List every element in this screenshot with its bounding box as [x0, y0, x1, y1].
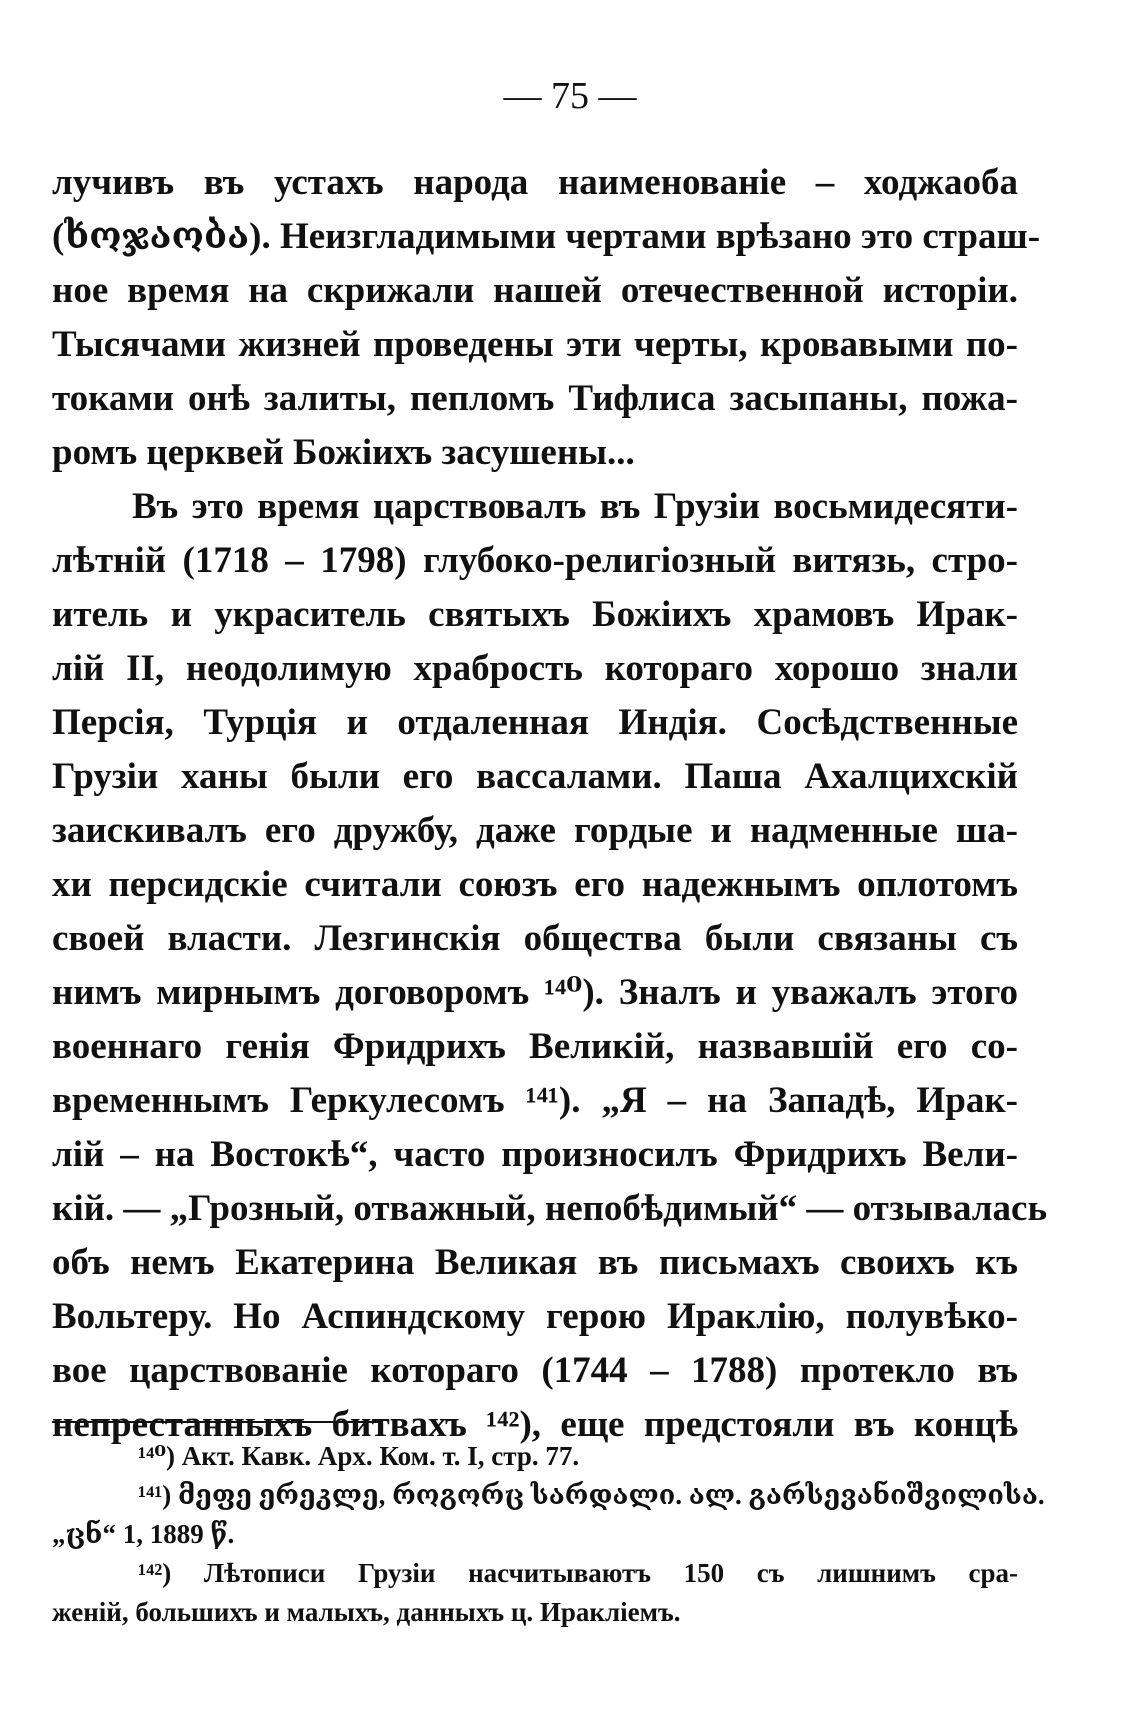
text-line: лій II, неодолимую храбрость котораго хорошо знали	[52, 648, 1018, 689]
text-line: Грузіи ханы были его вассалами. Паша Ахалцихскій	[52, 756, 1018, 797]
page-number: — 75 —	[503, 75, 637, 117]
text-line: вое царствованіе котораго (1744 – 1788) протекло въ	[52, 1350, 1018, 1391]
text-line: Тысячами жизней проведены эти черты, кровавыми по-	[52, 324, 1018, 365]
text-line: (ხოჯაობა). Неизгладимыми чертами врѣзано это страш-	[52, 216, 1041, 257]
text-line: Вольтеру. Но Аспиндскому герою Ираклію, полувѣко-	[52, 1296, 1018, 1337]
text-line: ное время на скрижали нашей отечественной исторіи.	[52, 270, 1018, 311]
text-line: лучивъ въ устахъ народа наименованіе – ходжаоба	[52, 162, 1018, 203]
text-line: лій – на Востокѣ“, часто произносилъ Фридрихъ Вели-	[52, 1134, 1018, 1175]
text-line: ромъ церквей Божіихъ засушены...	[52, 432, 635, 473]
text-line: нимъ мирнымъ договоромъ ¹⁴⁰). Зналъ и уважалъ этого	[52, 972, 1018, 1013]
text-line: непрестанныхъ битвахъ ¹⁴²), еще предстояли въ концѣ	[52, 1404, 1018, 1445]
footnote-141: ¹⁴¹) მეფე ერეკლე, როგორც სარდალი. ალ. გარსევანიშვილისა.	[138, 1480, 1045, 1510]
footnote-141-cont: „ცნ“ 1, 1889 წ.	[52, 1519, 235, 1549]
text-line: своей власти. Лезгинскія общества были связаны съ	[52, 918, 1018, 959]
text-line: токами онѣ залиты, пепломъ Тифлиса засыпаны, пожа-	[52, 378, 1018, 419]
text-line: хи персидскіе считали союзъ его надежнымъ оплотомъ	[52, 864, 1018, 905]
text-line: объ немъ Екатерина Великая въ письмахъ своихъ къ	[52, 1242, 1018, 1283]
text-line: кій. — „Грозный, отважный, непобѣдимый“ — отзывалась	[52, 1188, 1048, 1229]
footnotes	[52, 1437, 1045, 1632]
footnote-140: ¹⁴⁰) Акт. Кавк. Арх. Ком. т. I, стр. 77.	[138, 1441, 580, 1471]
text-line: Персія, Турція и отдаленная Индія. Сосѣдственные	[52, 702, 1018, 743]
text-line: итель и украситель святыхъ Божіихъ храмовъ Ирак-	[52, 594, 1018, 635]
footnote-142: ¹⁴²) Лѣтописи Грузіи насчитываютъ 150 съ лишнимъ сра-	[138, 1558, 1018, 1588]
footnote-divider	[52, 1421, 378, 1423]
text-line: лѣтній (1718 – 1798) глубоко-религіозный витязь, стро-	[52, 540, 1018, 581]
text-line: временнымъ Геркулесомъ ¹⁴¹). „Я – на Западѣ, Ирак-	[52, 1080, 1018, 1121]
body-text	[52, 156, 1048, 1452]
text-line: заискивалъ его дружбу, даже гордые и надменные ша-	[52, 810, 1018, 851]
text-line: Въ это время царствовалъ въ Грузіи восьмидесяти-	[132, 486, 1018, 527]
text-line: военнаго генія Фридрихъ Великій, назвавшій его со-	[52, 1026, 1018, 1067]
footnote-142-cont: женій, большихъ и малыхъ, данныхъ ц. Иракліемъ.	[52, 1597, 681, 1627]
